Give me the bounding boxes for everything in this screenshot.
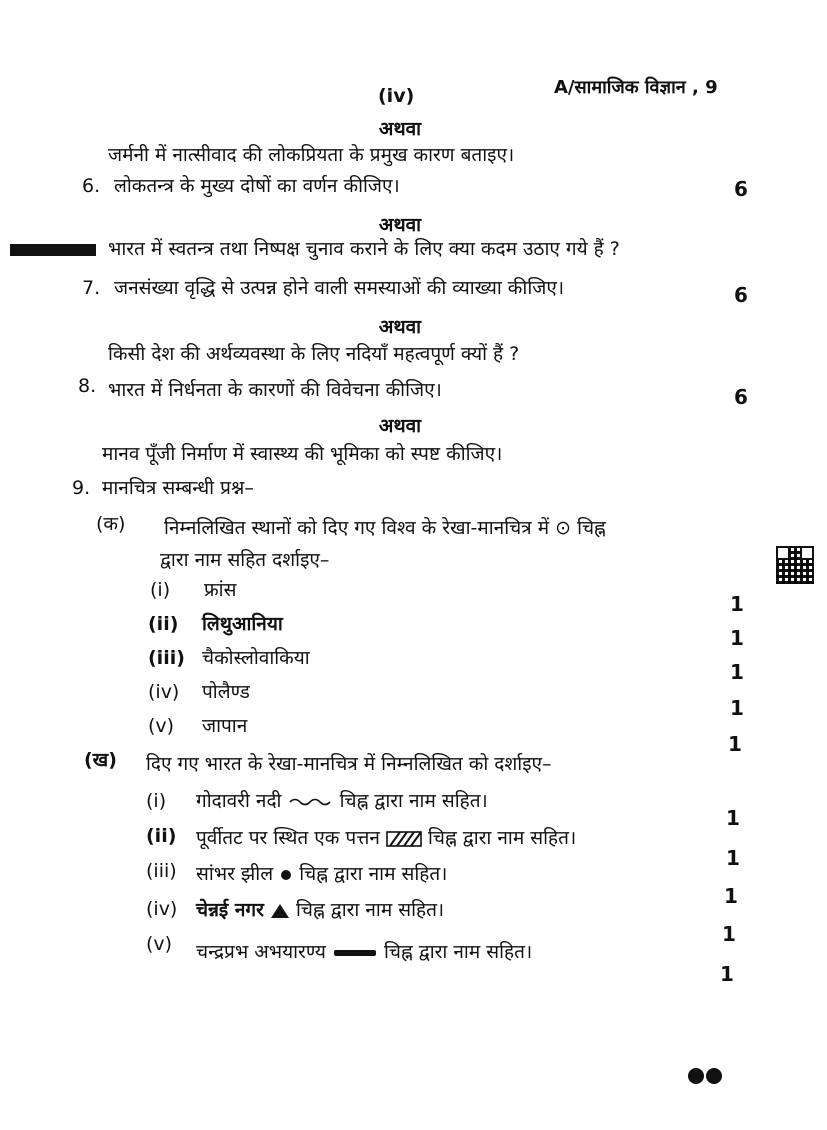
part-a-item-text: जापान	[202, 715, 248, 737]
part-b-item	[196, 826, 576, 850]
part-a-item-mark: 1	[728, 732, 742, 756]
part-a-item-mark: 1	[730, 592, 744, 616]
question-8-alt: मानव पूँजी निर्माण में स्वास्थ्य की भूमिका को स्पष्ट कीजिए।	[102, 443, 503, 465]
part-b-item-text: चिह्न द्वारा नाम सहित।	[295, 899, 445, 921]
part-a-item-num: (v)	[148, 715, 175, 737]
or-label: अथवा	[378, 316, 422, 338]
page-marker: (iv)	[378, 85, 415, 107]
hatched-box-symbol	[386, 831, 422, 847]
part-b-item	[196, 898, 444, 922]
part-b-item-num: (iii)	[146, 860, 177, 882]
page-footer-dot	[706, 1068, 722, 1084]
part-b-item-mark: 1	[724, 884, 738, 908]
question-8-number: 8.	[78, 375, 97, 397]
or-label: अथवा	[378, 214, 422, 236]
part-b-item	[196, 862, 447, 886]
question-7-text: जनसंख्या वृद्धि से उत्पन्न होने वाली समस्याओं की व्याख्या कीजिए।	[114, 277, 565, 299]
part-a-text-line1: निम्नलिखित स्थानों को दिए गए विश्व के रेखा-मानचित्र में ⊙ चिह्न	[164, 517, 606, 539]
qr-code	[776, 546, 814, 584]
part-b-item-mark: 1	[722, 922, 736, 946]
part-a-text-line2: द्वारा नाम सहित दर्शाइए–	[160, 549, 330, 571]
part-b-label: (ख)	[84, 749, 117, 771]
part-a-item-text: फ्रांस	[204, 579, 237, 601]
part-b-item	[196, 789, 488, 813]
part-b-item-text: चिह्न द्वारा नाम सहित।	[427, 827, 577, 849]
question-7-number: 7.	[82, 277, 101, 299]
ink-smudge	[10, 244, 96, 256]
part-a-item-text: लिथुआनिया	[202, 613, 283, 635]
part-a-item-num: (ii)	[148, 613, 179, 635]
question-8-text: भारत में निर्धनता के कारणों की विवेचना कीजिए।	[108, 379, 442, 401]
part-a-item-mark: 1	[730, 696, 744, 720]
part-b-text: दिए गए भारत के रेखा-मानचित्र में निम्नलिखित को दर्शाइए–	[146, 753, 552, 775]
question-7-alt: किसी देश की अर्थव्यवस्था के लिए नदियाँ महत्वपूर्ण क्यों हैं ?	[108, 343, 520, 365]
part-b-item-text: चिह्न द्वारा नाम सहित।	[299, 863, 448, 885]
question-6-alt: भारत में स्वतन्त्र तथा निष्पक्ष चुनाव कराने के लिए क्या कदम उठाए गये हैं ?	[108, 238, 620, 260]
part-b-item-mark: 1	[720, 962, 734, 986]
page-footer-dot	[688, 1068, 704, 1084]
question-9-text: मानचित्र सम्बन्धी प्रश्न–	[102, 477, 254, 499]
question-5-alt: जर्मनी में नात्सीवाद की लोकप्रियता के प्रमुख कारण बताइए।	[108, 144, 515, 166]
part-a-item-text: पोलैण्ड	[202, 681, 250, 703]
part-b-item-num: (ii)	[146, 825, 177, 847]
filled-triangle-symbol	[270, 903, 290, 919]
part-a-item-num: (iii)	[148, 647, 185, 669]
part-b-item-num: (iv)	[146, 898, 178, 920]
part-b-item-mark: 1	[726, 846, 740, 870]
question-8-marks: 6	[734, 385, 748, 409]
part-a-item-num: (iv)	[148, 681, 180, 703]
part-a-label: (क)	[96, 513, 126, 535]
wavy-line-symbol	[288, 796, 334, 808]
filled-bar-symbol	[332, 948, 378, 958]
part-a-item-mark: 1	[730, 660, 744, 684]
question-6-marks: 6	[734, 177, 748, 201]
question-6-text: लोकतन्त्र के मुख्य दोषों का वर्णन कीजिए।	[114, 175, 400, 197]
question-7-marks: 6	[734, 283, 748, 307]
or-label: अथवा	[378, 415, 422, 437]
part-a-item-text: चैकोस्लोवाकिया	[202, 647, 310, 669]
part-a-item-mark: 1	[730, 626, 744, 650]
part-b-item-text: चेन्नई नगर	[196, 899, 264, 921]
part-b-item-num: (v)	[146, 933, 173, 955]
filled-circle-symbol	[279, 868, 293, 882]
paper-code: A/सामाजिक विज्ञान , 9	[554, 77, 718, 98]
part-b-item-text: पूर्वीतट पर स्थित एक पत्तन	[196, 827, 380, 849]
part-b-item-text: सांभर झील	[196, 863, 274, 885]
part-a-item-num: (i)	[150, 579, 171, 601]
question-6-number: 6.	[82, 175, 101, 197]
question-9-number: 9.	[72, 477, 91, 499]
part-b-item-mark: 1	[726, 806, 740, 830]
or-label: अथवा	[378, 118, 422, 140]
part-b-item-text: चन्द्रप्रभ अभयारण्य	[196, 941, 326, 963]
part-b-item	[196, 940, 532, 964]
part-b-item-num: (i)	[146, 790, 167, 812]
part-b-item-text: गोदावरी नदी	[196, 790, 282, 812]
part-b-item-text: चिह्न द्वारा नाम सहित।	[383, 941, 533, 963]
part-b-item-text: चिह्न द्वारा नाम सहित।	[339, 790, 488, 812]
